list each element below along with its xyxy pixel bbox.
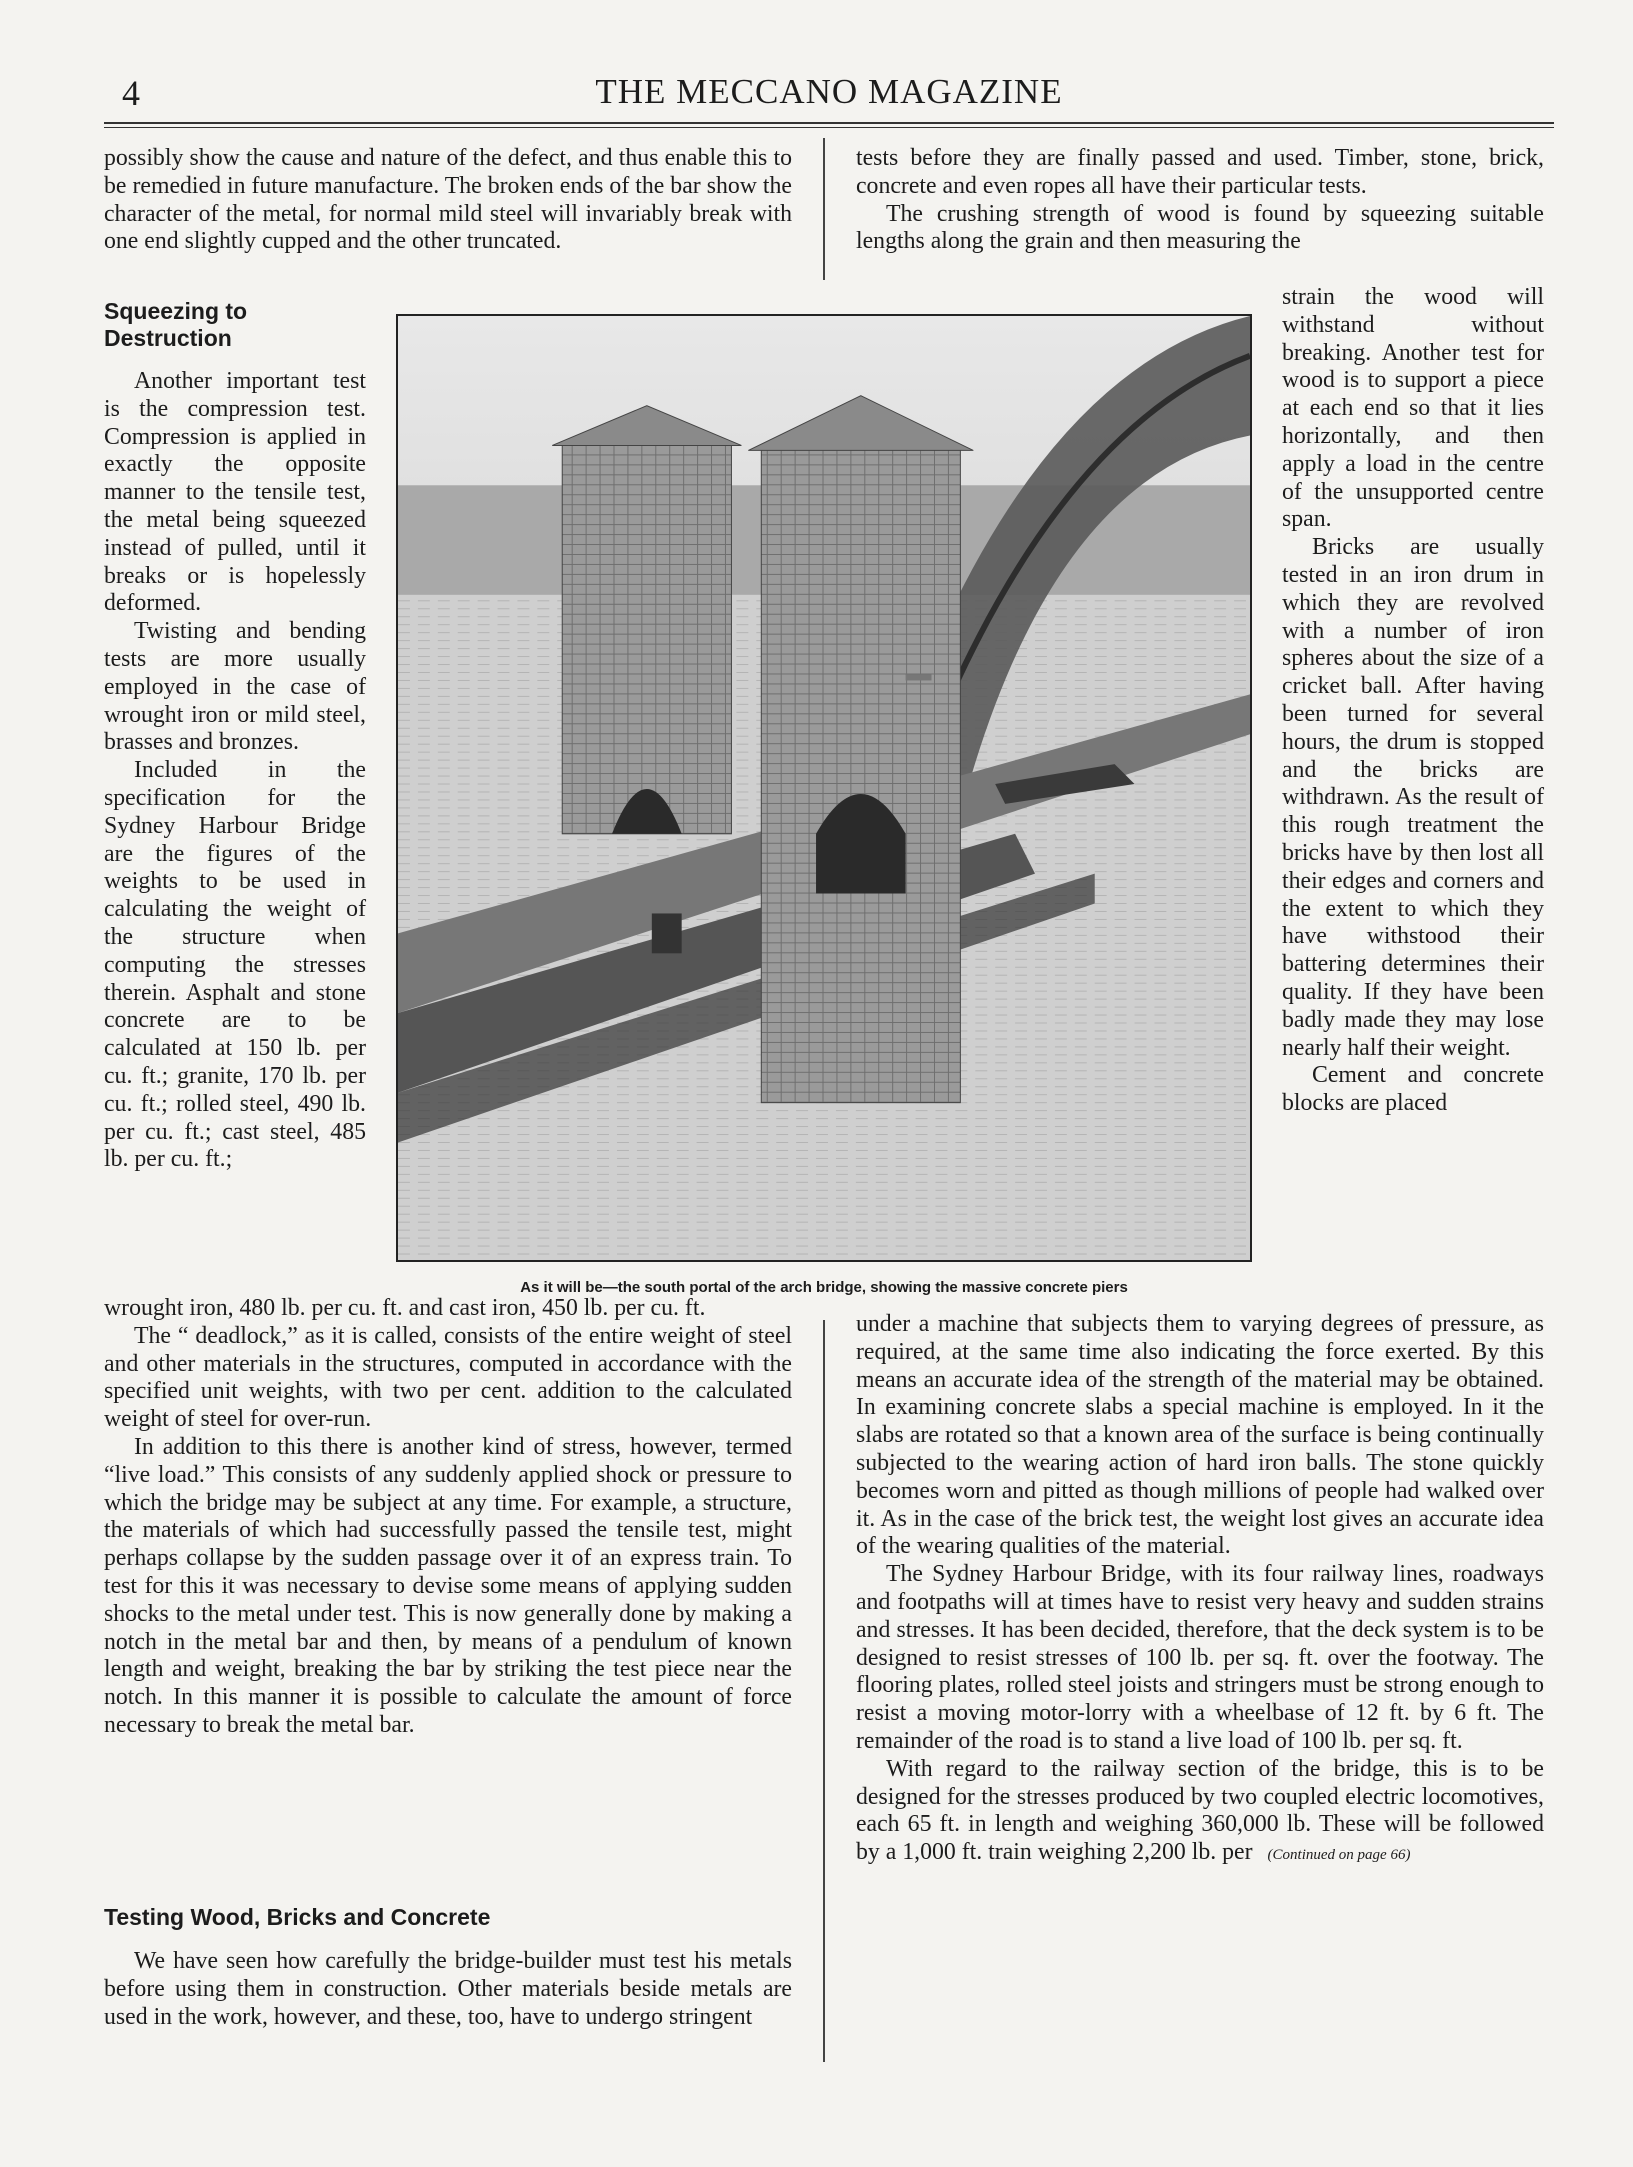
left-column-bottom-2	[104, 1948, 792, 2031]
paragraph: Twisting and bending tests are more usually employed in the case of wrought iron or mild steel, brasses and bronzes.	[104, 618, 366, 756]
paragraph: possibly show the cause and nature of the defect, and thus enable this to be remedied in future manufacture. The broken ends of the bar show the character of the metal, for normal mild steel will invariably break with one end slightly cupped and the other truncated.	[104, 145, 792, 255]
paragraph: The Sydney Harbour Bridge, with its four railway lines, roadways and footpaths will at times have to resist very heavy and sudden strains and stresses. It has been decided, therefore, that the deck system is to be designed to resist stresses of 100 lb. per sq. ft. over the footway. The flooring plates, rolled steel joists and stringers must be strong enough to resist a moving motor-lorry with a wheelbase of 12 ft. by 6 ft. The remainder of the road is to stand a live load of 100 lb. per sq. ft.	[856, 1561, 1544, 1754]
right-column-bottom	[856, 1311, 1544, 1870]
header-rule-thin	[104, 127, 1554, 128]
bridge-image	[396, 314, 1252, 1262]
left-column-top	[104, 145, 792, 256]
bridge-illustration	[396, 314, 1252, 1262]
column-divider-top	[823, 138, 825, 280]
paragraph: With regard to the railway section of the bridge, this is to be designed for the stresses produced by two coupled electric locomotives, each 65 ft. in length and weighing 360,000 lb. These will be followed by a 1,000 ft. train weighing 2,200 lb. per (Continued on page 66)	[856, 1755, 1544, 1866]
paragraph: tests before they are finally passed and used. Timber, stone, brick, concrete and even ropes all have their particular tests.	[856, 145, 1544, 199]
right-narrow-column	[1282, 284, 1544, 1118]
column-divider-bottom	[823, 1320, 825, 2062]
paragraph: wrought iron, 480 lb. per cu. ft. and cast iron, 450 lb. per cu. ft.	[104, 1295, 706, 1321]
paragraph: The “ deadlock,” as it is called, consists of the entire weight of steel and other materials in the structures, computed in accordance with the specified unit weights, with two per cent. addition to the calculated weight of steel for over-run.	[104, 1322, 792, 1433]
paragraph: Bricks are usually tested in an iron drum in which they are revolved with a number of iron spheres about the size of a cricket ball. After having been turned for several hours, the drum is stopped and the bricks are withdrawn. As the result of this rough treatment the bricks have by then lost all their edges and corners and the extent to which they have withstood their battering determines their quality. If they have been badly made they may lose nearly half their weight.	[1282, 534, 1544, 1061]
left-narrow-column	[104, 368, 366, 1174]
right-column-top	[856, 145, 1544, 256]
continued-note: (Continued on page 66)	[1252, 1847, 1411, 1864]
paragraph: strain the wood will withstand without breaking. Another test for wood is to support a piece at each end so that it lies horizontally, and then apply a load in the centre of the unsupported centre span.	[1282, 284, 1544, 533]
header-rule	[104, 122, 1554, 124]
paragraph: Another important test is the compression test. Compression is applied in exactly the opposite manner to the tensile test, the metal being squeezed instead of pulled, until it breaks or is hopelessly deformed.	[104, 368, 366, 617]
page-number: 4	[122, 73, 140, 113]
magazine-title: THE MECCANO MAGAZINE	[595, 72, 1063, 111]
left-column-bottom	[104, 1295, 792, 1740]
paragraph: Included in the specification for the Sydney Harbour Bridge are the figures of the weights to be used in calculating the weight of the structure when computing the stresses therein. Asphalt and stone concrete are to be calculated at 150 lb. per cu. ft.; granite, 170 lb. per cu. ft.; rolled steel, 490 lb. per cu. ft.; cast steel, 485 lb. per cu. ft.;	[104, 757, 366, 1173]
paragraph: under a machine that subjects them to varying degrees of pressure, as required, at the same time also indicating the force exerted. By this means an accurate idea of the strength of the material may be obtained. In examining concrete slabs a special machine is employed. In it the slabs are rotated so that a known area of the surface is being continually subjected to the wearing action of hard iron balls. The stone quickly becomes worn and pitted as though millions of people had walked over it. As in the case of the brick test, the weight lost gives an accurate idea of the wearing qualities of the material.	[856, 1311, 1544, 1560]
figure-caption: As it will be—the south portal of the arch bridge, showing the massive concrete piers	[520, 1279, 1128, 1296]
page-header	[104, 72, 1554, 118]
paragraph: Cement and concrete blocks are placed	[1282, 1062, 1544, 1117]
subheading-squeezing: Squeezing to Destruction	[104, 298, 248, 351]
paragraph: In addition to this there is another kind of stress, however, termed “live load.” This consists of any suddenly applied shock or pressure to which the bridge may be subject at any time. For example, a structure, the materials of which had successfully passed the tensile test, might perhaps collapse by the sudden passage over it of an express train. To test for this it was necessary to devise some means of applying sudden shocks to the metal under test. This is now generally done by making a notch in the metal bar and then, by means of a pendulum of known length and weight, breaking the bar by striking the test piece near the notch. In this manner it is possible to calculate the amount of force necessary to break the metal bar.	[104, 1433, 792, 1738]
paragraph: The crushing strength of wood is found by squeezing suitable lengths along the grain and then measuring the	[856, 200, 1544, 255]
subheading-testing: Testing Wood, Bricks and Concrete	[104, 1904, 491, 1930]
paragraph: We have seen how carefully the bridge-builder must test his metals before using them in construction. Other materials beside metals are used in the work, however, and these, too, have to undergo stringent	[104, 1948, 792, 2030]
